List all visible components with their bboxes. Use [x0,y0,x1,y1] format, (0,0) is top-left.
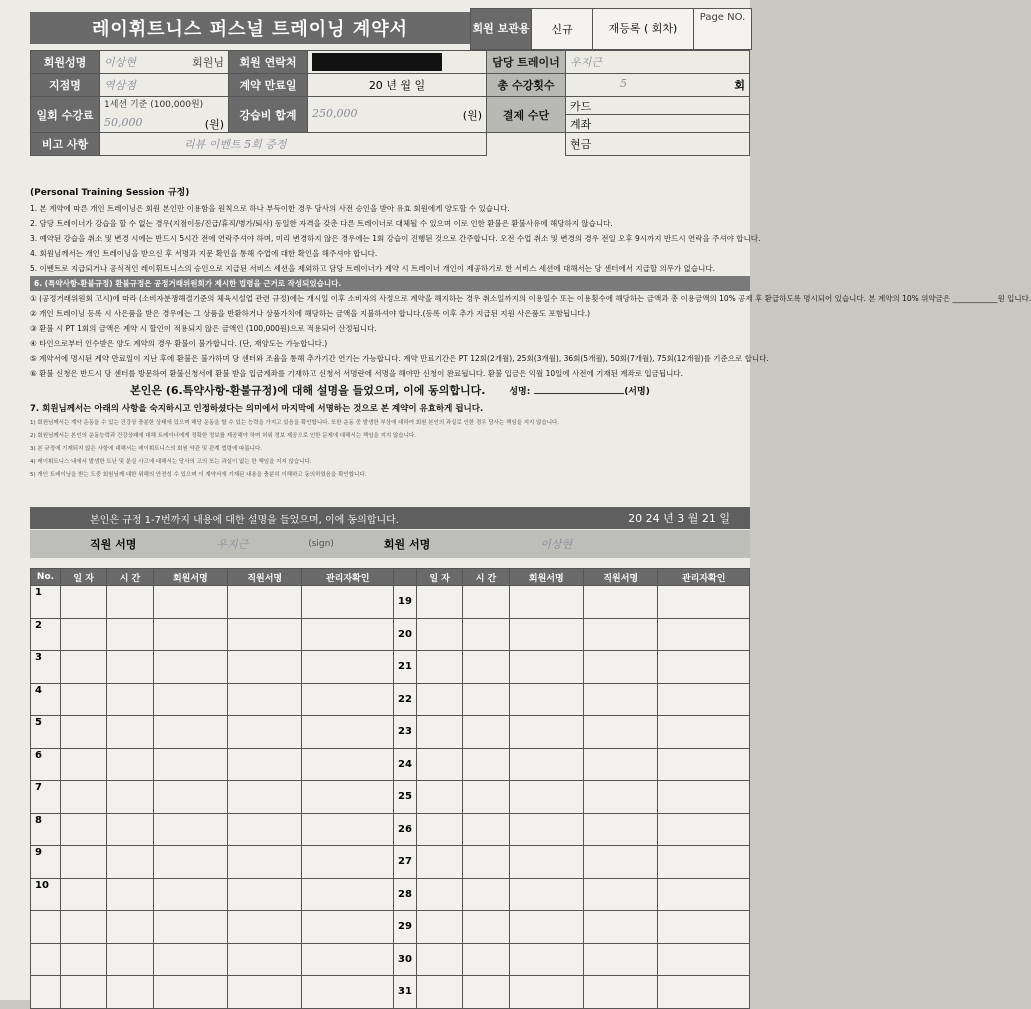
new-checkbox-label[interactable]: 신규 [532,9,593,49]
log-cell[interactable] [416,716,462,749]
row-number: 23 [393,716,416,749]
log-cell[interactable] [107,651,153,684]
log-cell[interactable] [228,911,302,944]
log-cell[interactable] [153,651,227,684]
log-cell[interactable] [416,683,462,716]
log-cell[interactable] [228,618,302,651]
log-cell[interactable] [302,781,394,814]
log-cell[interactable] [509,846,583,879]
table-row [31,813,750,846]
log-cell[interactable] [584,813,658,846]
consent-sign-label: 성명: [509,387,531,397]
log-cell[interactable] [584,716,658,749]
log-cell[interactable] [302,911,394,944]
payment-label: 결제 수단 [487,97,566,133]
branch-field[interactable] [100,74,229,97]
log-cell[interactable] [61,976,107,1009]
log-cell[interactable] [228,586,302,619]
log-cell[interactable] [61,846,107,879]
payment-card[interactable]: 카드 [566,97,750,115]
row-number: 22 [393,683,416,716]
row-number: 30 [393,943,416,976]
log-cell[interactable] [509,813,583,846]
log-body [31,586,750,1009]
agreement-text: 본인은 규정 1-7번까지 내용에 대한 설명을 들었으며, 이에 동의합니다. [90,514,399,526]
log-cell[interactable] [658,976,750,1009]
member-name-field[interactable] [100,51,229,74]
log-cell[interactable] [61,911,107,944]
total-sessions-value: 5 [620,77,627,90]
log-cell[interactable] [658,943,750,976]
log-cell[interactable] [463,911,509,944]
session-log-table [30,568,750,1009]
row-number: 7 [31,781,61,814]
row-number [31,911,61,944]
table-row [31,943,750,976]
log-cell[interactable] [153,618,227,651]
log-cell[interactable] [228,943,302,976]
log-cell[interactable] [463,878,509,911]
contact-field[interactable] [308,51,487,74]
log-cell[interactable] [584,976,658,1009]
renewal-label[interactable]: 재등록 ( 회차) [593,9,694,49]
redacted-contact [312,53,442,71]
refund-item: ③ 환불 시 PT 1회의 금액은 계약 시 할인이 적용되지 않은 금액인 (100,000원)으로 적용되어 산정됩니다. [30,324,377,333]
row-number [31,943,61,976]
log-cell[interactable] [153,716,227,749]
log-cell[interactable] [416,943,462,976]
log-cell[interactable] [463,781,509,814]
log-cell[interactable] [302,813,394,846]
log-cell[interactable] [302,748,394,781]
log-cell[interactable] [584,748,658,781]
col-date-right: 일 자 [416,569,462,586]
log-cell[interactable] [463,943,509,976]
log-cell[interactable] [416,651,462,684]
log-cell[interactable] [61,781,107,814]
log-cell[interactable] [107,748,153,781]
fine-print: 5) 개인 트레이닝을 받는 도중 회원님께 대한 위해의 안전성 수 있으며 이 계약서에 기재된 내용을 충분히 이해하고 동의하였음을 확인합니다. [30,472,367,478]
row-number: 2 [31,618,61,651]
row-number: 19 [393,586,416,619]
member-suffix: 회원님 [192,56,224,69]
log-cell[interactable] [658,813,750,846]
table-row [31,683,750,716]
copy-label: 회원 보관용 [471,9,532,49]
log-cell[interactable] [509,976,583,1009]
log-cell[interactable] [107,618,153,651]
log-cell[interactable] [463,651,509,684]
rule-item: 1. 본 계약에 따른 개인 트레이닝은 회원 본인만 이용함을 원칙으로 하나 부득이한 경우 당사의 사전 승인을 받아 유효 회원에게 양도할 수 있습니다. [30,204,510,213]
log-cell[interactable] [61,716,107,749]
rule-item: 5. 이벤트로 지급되거나 공식적인 레이휘트니스의 승인으로 지급된 서비스 세션을 제외하고 담당 트레이너가 계약 시 트레이너 개인이 제공하기로 한 서비스 세션에 대해서는 당 센터에서 지급할 의무가 없습니다. [30,264,715,273]
refund-heading: 6. (특약사항-환불규정) 환불규정은 공정거래위원회가 제시한 법령을 근거로 작성되었습니다. [30,276,750,291]
expiry-field[interactable]: 20 년 월 일 [308,74,487,97]
log-cell[interactable] [658,748,750,781]
log-cell[interactable] [153,683,227,716]
table-row [31,878,750,911]
row-number: 27 [393,846,416,879]
log-cell[interactable] [302,878,394,911]
log-cell[interactable] [463,683,509,716]
fine-print: 4) 레이휘트니스 내에서 발생한 도난 및 분실 사고에 대해서는 당사의 고의 또는 과실이 없는 한 책임을 지지 않습니다. [30,459,312,465]
row-number: 4 [31,683,61,716]
log-cell[interactable] [302,976,394,1009]
log-cell[interactable] [509,943,583,976]
log-cell[interactable] [228,748,302,781]
log-cell[interactable] [61,618,107,651]
note-field[interactable] [100,133,487,156]
log-cell[interactable] [416,878,462,911]
contract-title: 레이휘트니스 퍼스널 트레이닝 계약서 [30,12,470,44]
log-cell[interactable] [463,846,509,879]
log-cell[interactable] [509,878,583,911]
log-cell[interactable] [228,878,302,911]
log-cell[interactable] [228,781,302,814]
row-number: 25 [393,781,416,814]
trainer-label: 담당 트레이너 [487,51,566,74]
refund-item: ② 개인 트레이닝 등록 시 사은품을 받은 경우에는 그 상품을 반환하거나 상품가치에 해당하는 금액을 지불하셔야 합니다.(등록 이후 추가 지급된 지원 사은품도 포함됩니다.) [30,309,591,318]
table-row [31,781,750,814]
staff-sign-value[interactable]: 우지근 [216,538,249,551]
daily-fee-value: 50,000 [104,116,143,129]
log-cell[interactable] [153,976,227,1009]
log-cell[interactable] [416,618,462,651]
log-cell[interactable] [658,878,750,911]
log-cell[interactable] [107,586,153,619]
log-cell[interactable] [302,651,394,684]
log-cell[interactable] [658,586,750,619]
log-cell[interactable] [61,683,107,716]
log-cell[interactable] [153,781,227,814]
table-row [31,586,750,619]
table-row [31,651,750,684]
row-number: 9 [31,846,61,879]
log-cell[interactable] [416,586,462,619]
row-number: 24 [393,748,416,781]
log-cell[interactable] [107,911,153,944]
col-manager-check-right: 관리자확인 [658,569,750,586]
log-cell[interactable] [302,683,394,716]
rule-item: 4. 회원님께서는 개인 트레이닝을 받으신 후 서명과 지문 확인을 통해 수업에 대한 확인을 해주셔야 합니다. [30,249,378,258]
agreement-bar [30,507,750,529]
log-cell[interactable] [228,846,302,879]
member-name-label: 회원성명 [31,51,100,74]
rule-item: 2. 담당 트레이너가 강습을 할 수 없는 경우(지점이동/진급/휴직/병가/퇴사) 동일한 자격을 갖춘 다른 트레이너로 대체될 수 있으며 이로 인한 환불은 환불사유에 해당하지 않습니다. [30,219,613,228]
row-number: 8 [31,813,61,846]
consent-sign-field[interactable] [534,393,624,394]
total-sessions-label: 총 수강횟수 [487,74,566,97]
staff-sign-label: 직원 서명 [90,538,137,551]
log-cell[interactable] [228,651,302,684]
log-cell[interactable] [61,651,107,684]
row-number: 26 [393,813,416,846]
refund-item: ④ 타인으로부터 인수받은 양도 계약의 경우 환불이 불가합니다. (단, 재양도는 가능합니다.) [30,339,328,348]
log-cell[interactable] [153,813,227,846]
log-cell[interactable] [107,683,153,716]
log-cell[interactable] [463,976,509,1009]
log-cell[interactable] [228,813,302,846]
log-cell[interactable] [302,716,394,749]
log-cell[interactable] [463,586,509,619]
row-number: 29 [393,911,416,944]
col-member-sign-right: 회원서명 [509,569,583,586]
log-cell[interactable] [416,813,462,846]
log-cell[interactable] [416,846,462,879]
consent-sign-suffix: (서명) [624,387,650,397]
log-cell[interactable] [584,943,658,976]
refund-item: ⑤ 계약서에 명시된 계약 만료일이 지난 후에 환불은 불가하며 당 센터와 조율을 통해 추가기간 연기는 가능합니다. 계약 만료기간은 PT 12회(2개월), 25회(3개월), 36회(5개월), 50회(7개월), 75회(12개월)를 기준으로 합니다. [30,354,769,363]
log-cell[interactable] [584,618,658,651]
contact-label: 회원 연락처 [229,51,308,74]
rule-item: 3. 예약된 강습을 취소 및 변경 시에는 반드시 5시간 전에 연락주셔야 하며, 미리 변경하지 않은 경우에는 1회 강습이 진행된 것으로 간주합니다. 오전 수업 취소 및 변경의 경우 전일 오후 9시까지 반드시 연락을 주셔야 합니다. [30,234,761,243]
log-cell[interactable] [658,846,750,879]
table-row [31,911,750,944]
branch-label: 지점명 [31,74,100,97]
col-no: No. [31,569,61,586]
col-time: 시 간 [107,569,153,586]
table-row [31,846,750,879]
note-value: 리뷰 이벤트 5회 증정 [184,138,287,151]
log-cell[interactable] [463,813,509,846]
log-cell[interactable] [416,781,462,814]
log-cell[interactable] [107,878,153,911]
row-number: 10 [31,878,61,911]
payment-cash[interactable]: 현금 [566,133,750,156]
col-date: 일 자 [61,569,107,586]
log-cell[interactable] [61,878,107,911]
log-cell[interactable] [658,618,750,651]
log-cell[interactable] [153,748,227,781]
log-cell[interactable] [658,716,750,749]
log-cell[interactable] [228,683,302,716]
agreement-date[interactable]: 20 24 년 3 월 21 일 [628,512,730,525]
col-no-right [393,569,416,586]
log-cell[interactable] [153,846,227,879]
daily-fee-label: 일회 수강료 [31,97,100,133]
col-time-right: 시 간 [463,569,509,586]
row-number: 31 [393,976,416,1009]
trainer-field[interactable] [566,51,750,74]
log-cell[interactable] [463,716,509,749]
payment-transfer[interactable]: 계좌 [566,115,750,133]
log-cell[interactable] [584,781,658,814]
total-sessions-field[interactable] [566,74,750,97]
member-info-table [30,50,750,156]
base-price-note: 1세션 기준 (100,000원) [104,100,204,110]
total-fee-value: 250,000 [312,106,358,120]
fine-print: 3) 본 규정에 기재되지 않은 사항에 대해서는 레이휘트니스의 회원 약관 및 관계 법령에 따릅니다. [30,446,263,452]
row-number: 5 [31,716,61,749]
log-cell[interactable] [463,748,509,781]
log-cell[interactable] [658,781,750,814]
log-cell[interactable] [509,651,583,684]
log-cell[interactable] [416,911,462,944]
row-number: 3 [31,651,61,684]
log-cell[interactable] [153,911,227,944]
refund-consent [30,381,750,402]
col-member-sign: 회원서명 [153,569,227,586]
branch-value: 역삼점 [104,79,136,92]
table-row [31,716,750,749]
log-cell[interactable] [416,976,462,1009]
log-cell[interactable] [509,586,583,619]
row-number [31,976,61,1009]
log-cell[interactable] [153,586,227,619]
log-cell[interactable] [228,716,302,749]
total-fee-field[interactable] [308,97,487,133]
log-cell[interactable] [584,683,658,716]
log-cell[interactable] [302,586,394,619]
refund-item: ① (공정거래위원회 고시)에 따라 (소비자분쟁해결기준의 체육시설업 관련 규정)에는 개시일 이후 소비자의 사정으로 계약을 해지하는 경우 취소일까지의 이용일수 또는 이용횟수에 해당하는 금액과 총 이용금액의 10% 공제 후 환급하도록 명시되어 있습니다. 본 계약의 10% 위약금은 ____________원 입니다. [30,294,1031,303]
log-cell[interactable] [509,911,583,944]
log-cell[interactable] [61,586,107,619]
log-cell[interactable] [416,748,462,781]
page-number-label: Page NO. [699,12,746,23]
log-cell[interactable] [584,846,658,879]
refund-item: ⑥ 환불 신청은 반드시 당 센터를 방문하여 환불신청서에 환불 받을 입금계좌를 기재하고 신청서 서명란에 서명을 해야만 신청이 완료됩니다. 환불 입금은 익월 10일에 사전에 기재된 계좌로 입금됩니다. [30,369,683,378]
log-cell[interactable] [228,976,302,1009]
log-cell[interactable] [463,618,509,651]
log-cell[interactable] [107,813,153,846]
log-cell[interactable] [302,943,394,976]
row-number: 6 [31,748,61,781]
sign-mark: (sign) [308,539,334,549]
log-cell[interactable] [107,943,153,976]
table-row [31,976,750,1009]
log-cell[interactable] [153,943,227,976]
office-box [470,8,752,50]
member-sign-label: 회원 서명 [383,538,431,551]
col-staff-sign: 직원서명 [228,569,302,586]
expiry-label: 계약 만료일 [229,74,308,97]
member-sign-value[interactable]: 이상현 [540,538,573,551]
col-manager-check: 관리자확인 [302,569,394,586]
log-cell[interactable] [509,716,583,749]
rules-section [30,186,1031,482]
log-cell[interactable] [658,911,750,944]
row-number: 28 [393,878,416,911]
log-cell[interactable] [153,878,227,911]
log-cell[interactable] [302,846,394,879]
fine-print: 2) 회원님께서는 본인의 운동능력과 건강상태에 대해 트레이너에게 정확한 정보를 제공해야 하며 허위 정보 제공으로 인한 문제에 대해서는 책임을 지지 않습니다. [30,433,416,439]
log-cell[interactable] [509,748,583,781]
log-cell[interactable] [658,683,750,716]
note-label: 비고 사항 [31,133,100,156]
daily-fee-won: (원) [204,118,224,131]
log-cell[interactable] [61,943,107,976]
log-cell[interactable] [584,586,658,619]
item7: 7. 회원님께서는 아래의 사항을 숙지하시고 인정하셨다는 의미에서 마지막에 서명하는 것으로 본 계약이 유효하게 됩니다. [30,404,484,414]
log-cell[interactable] [107,781,153,814]
row-number: 20 [393,618,416,651]
rules-heading: (Personal Training Session 규정) [30,188,190,198]
log-cell[interactable] [584,651,658,684]
log-cell[interactable] [658,651,750,684]
log-cell[interactable] [302,618,394,651]
total-fee-label: 강습비 합계 [229,97,308,133]
col-staff-sign-right: 직원서명 [584,569,658,586]
total-fee-won: (원) [462,108,482,122]
log-cell[interactable] [61,748,107,781]
log-cell[interactable] [584,878,658,911]
sessions-unit: 회 [734,79,745,92]
log-cell[interactable] [584,911,658,944]
row-number: 21 [393,651,416,684]
consent-line: 본인은 (6.특약사항-환불규정)에 대해 설명을 들었으며, 이에 동의합니다. [130,384,486,397]
table-row [31,748,750,781]
log-cell[interactable] [61,813,107,846]
signature-bar [30,530,750,558]
fine-print: 1) 회원님께서는 계약 운동을 수 있는 건강상 충분한 상태에 있으며 해당 운동을 할 수 있는 능력을 가지고 있음을 확인합니다. 또한 운동 중 발생한 부상에 대하여 회원 본인의 과실로 인한 경우 당사는 책임을 지지 않습니다. [30,420,560,426]
table-row [31,618,750,651]
daily-fee-field[interactable] [100,97,229,133]
log-cell[interactable] [107,976,153,1009]
trainer-value: 우지근 [570,56,602,69]
log-cell[interactable] [509,781,583,814]
row-number: 1 [31,586,61,619]
member-name-value: 이상현 [104,56,136,69]
log-cell[interactable] [107,846,153,879]
log-cell[interactable] [107,716,153,749]
log-cell[interactable] [509,683,583,716]
log-cell[interactable] [509,618,583,651]
